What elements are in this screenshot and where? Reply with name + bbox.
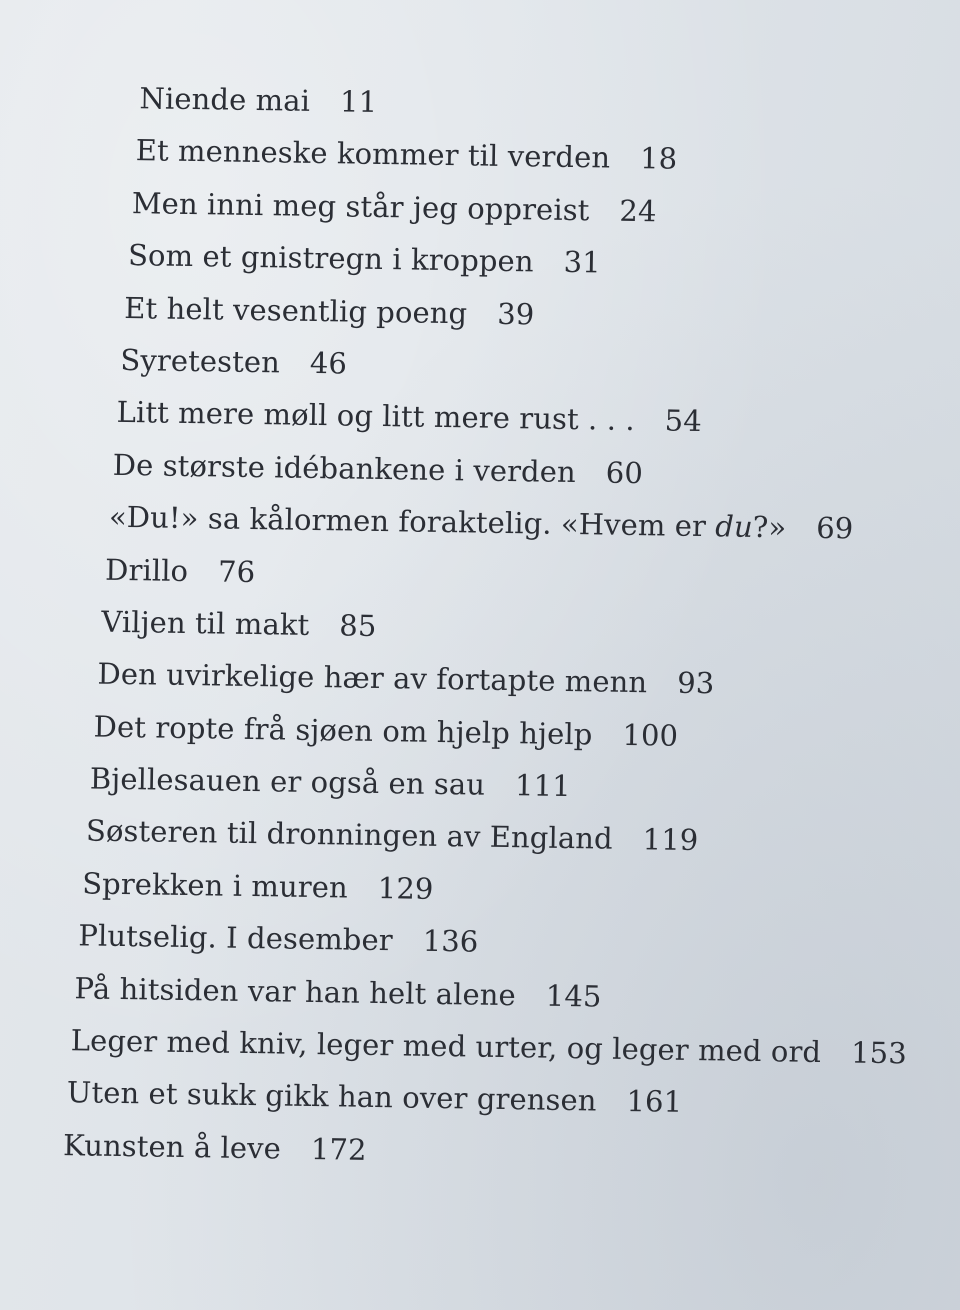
toc-page-number: 93 bbox=[676, 666, 715, 701]
toc-page-number: 76 bbox=[217, 554, 256, 589]
toc-page-number: 60 bbox=[605, 455, 644, 490]
toc-page-number: 46 bbox=[309, 345, 348, 381]
toc-page-number: 24 bbox=[619, 193, 657, 229]
toc-page-number: 129 bbox=[377, 870, 434, 906]
toc-page-number: 85 bbox=[339, 608, 377, 643]
table-of-contents bbox=[0, 70, 960, 1185]
toc-page-number: 54 bbox=[664, 403, 703, 439]
toc-title: Den uvirkelige hær av fortapte menn bbox=[97, 656, 648, 700]
toc-page-number: 69 bbox=[816, 511, 854, 546]
toc-title: Kunsten å leve bbox=[62, 1127, 282, 1166]
toc-title: Uten et sukk gikk han over grensen bbox=[66, 1075, 597, 1118]
toc-page-number: 145 bbox=[545, 978, 602, 1014]
toc-title: De største idébankene i verden bbox=[112, 447, 577, 489]
toc-page-number: 111 bbox=[514, 768, 571, 804]
toc-title: Det ropte frå sjøen om hjelp hjelp bbox=[93, 709, 593, 752]
toc-title: Leger med kniv, leger med urter, og leger med ord bbox=[70, 1023, 822, 1070]
toc-title-prefix: «Du!» sa kålormen foraktelig. «Hvem er bbox=[108, 499, 716, 544]
toc-title-suffix: ?» bbox=[752, 510, 787, 545]
toc-title bbox=[109, 500, 787, 545]
toc-title: Søsteren til dronningen av England bbox=[85, 813, 613, 857]
toc-title-italic: du bbox=[715, 509, 754, 545]
toc-title: Viljen til makt bbox=[101, 604, 310, 642]
toc-title: Syretesten bbox=[120, 342, 281, 380]
toc-page-number: 172 bbox=[310, 1131, 367, 1167]
toc-title: Men inni meg står jeg oppreist bbox=[131, 185, 590, 228]
toc-page-number: 119 bbox=[642, 822, 699, 858]
toc-title: Sprekken i muren bbox=[81, 866, 349, 905]
toc-title: På hitsiden var han helt alene bbox=[74, 970, 517, 1012]
toc-page-number: 136 bbox=[422, 923, 479, 959]
toc-title: Som et gnistregn i kroppen bbox=[127, 238, 534, 279]
toc-title: Litt mere møll og litt mere rust . . . bbox=[116, 395, 635, 438]
toc-page-number: 161 bbox=[626, 1084, 683, 1120]
toc-page-number: 153 bbox=[850, 1035, 908, 1071]
toc-page-number: 39 bbox=[496, 296, 535, 331]
toc-page-number: 11 bbox=[339, 84, 378, 119]
toc-title: Niende mai bbox=[139, 81, 311, 118]
toc-title: Plutselig. I desember bbox=[78, 918, 394, 958]
toc-page-number: 100 bbox=[622, 717, 679, 753]
toc-title: Et menneske kommer til verden bbox=[135, 133, 611, 175]
toc-page-number: 31 bbox=[563, 245, 602, 280]
toc-title: Bjellesauen er også en sau bbox=[89, 761, 486, 802]
toc-page-number: 18 bbox=[639, 141, 678, 177]
toc-title: Et helt vesentlig poeng bbox=[124, 290, 468, 330]
toc-title: Drillo bbox=[104, 552, 189, 588]
